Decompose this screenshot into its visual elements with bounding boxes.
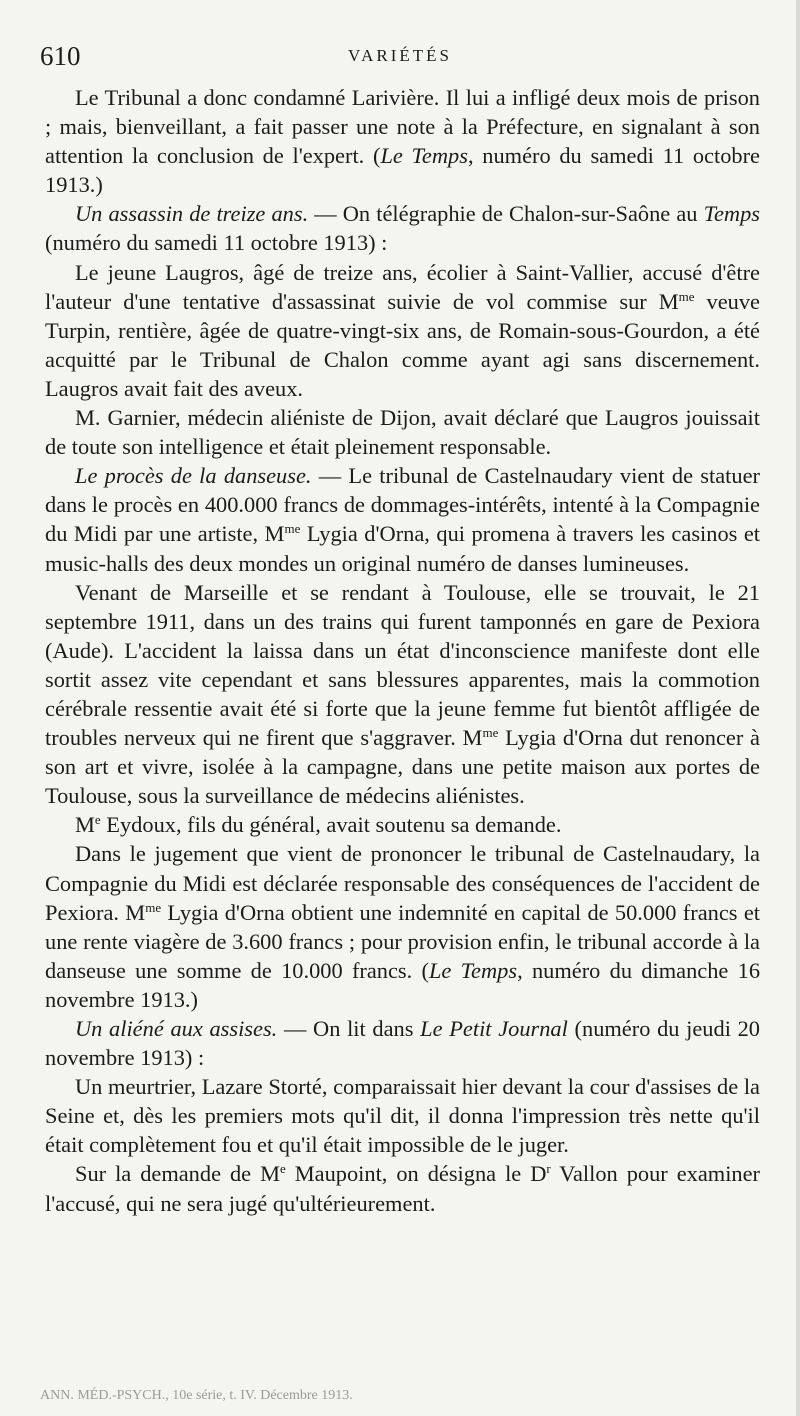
bleed-through-footer: ANN. MÉD.-PSYCH., 10e série, t. IV. Décembre 1913. [40, 1388, 353, 1403]
source-title: Temps [703, 201, 760, 227]
running-head: VARIÉTÉS [348, 46, 452, 65]
section-heading-danseuse: Le procès de la danseuse. — Le tribunal de Castelnaudary vient de statuer dans le procès en 400.000 francs de dommages-intérêts, intenté à la Compagnie du Midi par une artiste, $M^{me}$ Lygia d'Orna, qui promena à travers les casinos et music-halls des deux mondes un original numéro de danses lumineuses. [45, 463, 760, 576]
section-title: Un assassin de treize ans. [75, 201, 309, 227]
paragraph-verdict-lariviere: Le Tribunal a donc condamné Larivière. Il lui a infligé deux mois de prison ; mais, bienveillant, a fait passer une note à la Préfecture, en signalant à son attention la conclusion de l'expert. (Le Temps, numéro du samedi 11 octobre 1913.) [45, 85, 760, 198]
scan-edge [796, 0, 800, 1416]
page-header [40, 36, 760, 76]
section-heading-aliene: Un aliéné aux assises. — On lit dans Le Petit Journal (numéro du jeudi 20 novembre 1913) : [45, 1016, 760, 1071]
source-title: Le Temps [380, 143, 468, 169]
source-title: Le Petit Journal [420, 1016, 568, 1041]
paragraph-laugros: Le jeune Laugros, âgé de treize ans, écolier à Saint-Vallier, accusé d'être l'auteur d'une tentative d'assassinat suivie de vol commise sur $M^{me}$ veuve Turpin, rentière, âgée de quatre-vingt-six ans, de Romain-sous-Gourdon, a été acquitté par le Tribunal de Chalon comme ayant agi sans discernement. Laugros avait fait des aveux. [45, 259, 761, 401]
paragraph-eydoux: Me Eydoux, fils du général, avait soutenu sa demande. [75, 812, 562, 838]
source-title: Le Temps [428, 957, 518, 983]
paragraph-accident: Venant de Marseille et se rendant à Toulouse, elle se trouvait, le 21 septembre 1911, dans un des trains qui furent tamponnés en gare de Pexiora (Aude). L'accident la laissa dans un état d'inconscience manifeste dont elle sortit assez vite cependant et sans blessures apparentes, mais la commotion cérébrale ressentie avait été si forte que la jeune femme fut bientôt affligée de troubles nerveux qui ne firent que s'aggraver. $M^{me}$ Lygia d'Orna dut renoncer à son art et vivre, isolée à la campagne, dans une petite maison aux portes de Toulouse, sous la surveillance de médecins aliénistes. [45, 579, 760, 809]
section-heading-assassin: Un assassin de treize ans. — On télégraphie de Chalon-sur-Saône au Temps (numéro du samedi 11 octobre 1913) : [45, 201, 760, 256]
paragraph-storte: Un meurtrier, Lazare Storté, comparaissait hier devant la cour d'assises de la Seine et, dès les premiers mots qu'il dit, il donna l'impression très nette qu'il était complètement fou et qu'il était impossible de le juger. [45, 1074, 760, 1158]
paragraph-jugement: Dans le jugement que vient de prononcer le tribunal de Castelnaudary, la Compagnie du Midi est déclarée responsable des conséquences de l'accident de Pexiora. $M^{me}$ Lygia d'Orna obtient une indemnité en capital de 50.000 francs et une rente viagère de 3.600 francs ; pour provision enfin, le tribunal accorde à la danseuse une somme de 10.000 francs. (Le Temps, numéro du dimanche 16 novembre 1913.) [45, 841, 761, 1012]
section-title: Le procès de la danseuse. [75, 463, 312, 489]
page-number: 610 [40, 41, 81, 71]
paragraph-garnier: M. Garnier, médecin aliéniste de Dijon, avait déclaré que Laugros jouissait de toute son intelligence et était pleinement responsable. [45, 405, 760, 460]
body-text [45, 83, 760, 1218]
paragraph-maupoint: Sur la demande de Me Maupoint, on désigna le $D^r$ Vallon pour examiner l'accusé, qui ne sera jugé qu'ultérieurement. [45, 1161, 761, 1216]
section-title: Un aliéné aux assises. [75, 1016, 278, 1041]
